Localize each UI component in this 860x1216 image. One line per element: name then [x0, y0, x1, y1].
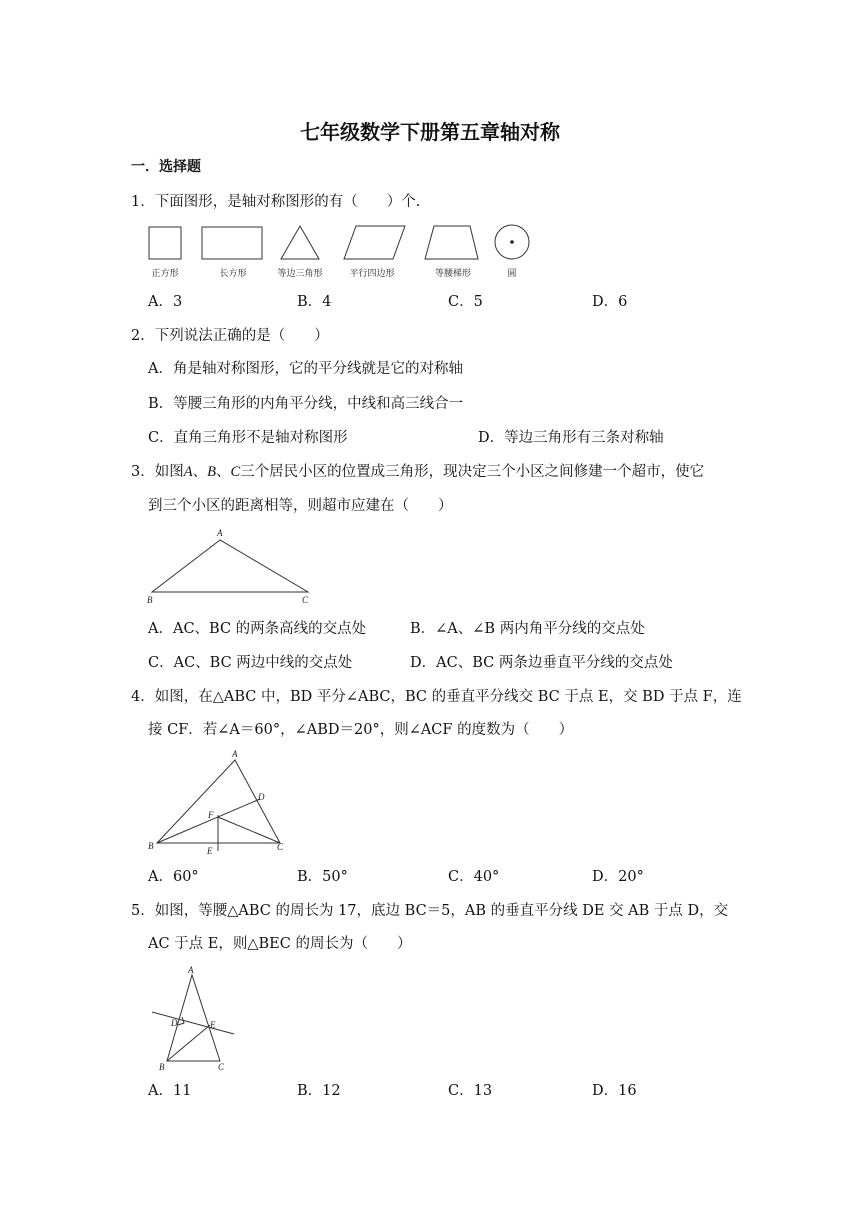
- q4-stem-line2: 接 CF．若∠A＝60°，∠ABD＝20°，则∠ACF 的度数为（ ）: [148, 722, 574, 738]
- vertex-label-c: C: [277, 842, 284, 852]
- q3-point-b: B: [207, 464, 216, 480]
- q4-triangle-figure: [140, 745, 300, 860]
- vertex-label-b: B: [159, 1062, 165, 1072]
- triangle-abc: [152, 540, 308, 592]
- q5-stem-line1: 5．如图，等腰△ABC 的周长为 17，底边 BC＝5，AB 的垂直平分线 DE 交 AB 于点 D，交: [131, 903, 729, 919]
- q5-option-d[interactable]: D．16: [592, 1083, 637, 1099]
- q3-stem-line2: 到三个小区的距离相等，则超市应建在（ ）: [148, 498, 453, 514]
- isosceles-trapezoid-shape: [425, 226, 478, 259]
- page-title: 七年级数学下册第五章轴对称: [300, 120, 560, 144]
- q4-option-d[interactable]: D．20°: [592, 869, 644, 885]
- shape-label-trapezoid: 等腰梯形: [434, 269, 472, 279]
- q1-option-a[interactable]: A．3: [148, 294, 183, 310]
- q4-option-c[interactable]: C．40°: [448, 869, 500, 885]
- q3-stem-line1: 3．如图A、B、C三个居民小区的位置成三角形，现决定三个小区之间修建一个超市，使它: [131, 464, 705, 480]
- q3-option-a[interactable]: A．AC、BC 的两条高线的交点处: [148, 621, 367, 637]
- rectangle-shape: [202, 227, 262, 259]
- circle-center-dot: [510, 240, 514, 244]
- q1-shapes-figure: [140, 220, 540, 284]
- q4-option-a[interactable]: A．60°: [148, 869, 199, 885]
- segment-be: [167, 1025, 210, 1061]
- q3-option-c[interactable]: C．AC、BC 两边中线的交点处: [148, 655, 353, 671]
- q5-option-a[interactable]: A．11: [148, 1083, 192, 1099]
- q5-triangle-figure: [140, 960, 250, 1072]
- q1-stem: 1．下面图形，是轴对称图形的有（ ）个.: [131, 194, 421, 210]
- shape-label-equilateral-triangle: 等边三角形: [277, 269, 323, 279]
- point-label-e: E: [207, 846, 213, 856]
- vertex-label-a: A: [217, 528, 223, 538]
- q3-stem-prefix: 3．如图: [131, 464, 184, 480]
- square-shape: [149, 227, 181, 259]
- q3-triangle-figure: [140, 525, 340, 610]
- vertex-label-a: A: [232, 749, 238, 759]
- q4-option-b[interactable]: B．50°: [297, 869, 348, 885]
- segment-cf: [218, 817, 280, 843]
- shape-label-circle: 圆: [507, 269, 517, 279]
- q2-option-a[interactable]: A．角是轴对称图形，它的平分线就是它的对称轴: [148, 361, 463, 377]
- parallelogram-shape: [344, 226, 405, 259]
- point-label-d: D: [258, 792, 265, 802]
- q3-option-b[interactable]: B．∠A、∠B 两内角平分线的交点处: [410, 621, 645, 637]
- vertex-label-a: A: [188, 965, 194, 975]
- point-label-f: F: [208, 810, 214, 820]
- point-label-d: D: [171, 1018, 178, 1028]
- q1-option-d[interactable]: D．6: [592, 294, 628, 310]
- point-label-e: E: [210, 1020, 216, 1030]
- shape-label-square: 正方形: [151, 269, 179, 279]
- vertex-label-b: B: [148, 841, 154, 851]
- q4-stem-line1: 4．如图，在△ABC 中，BD 平分∠ABC，BC 的垂直平分线交 BC 于点 E，交 BD 于点 F，连: [131, 689, 742, 705]
- vertex-label-c: C: [218, 1062, 225, 1072]
- q5-option-c[interactable]: C．13: [448, 1083, 493, 1099]
- q1-option-c[interactable]: C．5: [448, 294, 483, 310]
- q5-stem-line2: AC 于点 E，则△BEC 的周长为（ ）: [148, 936, 412, 952]
- q2-stem: 2．下列说法正确的是（ ）: [131, 328, 329, 344]
- section-heading: 一．选择题: [131, 159, 201, 175]
- q2-option-b[interactable]: B．等腰三角形的内角平分线，中线和高三线合一: [148, 396, 464, 412]
- q3-stem-rest: 三个居民小区的位置成三角形，现决定三个小区之间修建一个超市，使它: [240, 464, 705, 480]
- q5-option-b[interactable]: B．12: [297, 1083, 341, 1099]
- q3-option-d[interactable]: D．AC、BC 两条边垂直平分线的交点处: [410, 655, 673, 671]
- q2-option-c[interactable]: C．直角三角形不是轴对称图形: [148, 430, 348, 446]
- vertex-label-c: C: [302, 595, 309, 605]
- vertex-label-b: B: [147, 595, 153, 605]
- shape-label-rectangle: 长方形: [219, 269, 247, 279]
- q1-option-b[interactable]: B．4: [297, 294, 332, 310]
- bisector-bd: [157, 799, 260, 843]
- q2-option-d[interactable]: D．等边三角形有三条对称轴: [478, 430, 664, 446]
- perpendicular-bisector-de: [152, 1012, 234, 1034]
- equilateral-triangle-shape: [281, 226, 319, 259]
- shape-label-parallelogram: 平行四边形: [349, 269, 395, 279]
- q3-point-c: C: [230, 464, 241, 480]
- q3-point-a: A: [183, 464, 193, 480]
